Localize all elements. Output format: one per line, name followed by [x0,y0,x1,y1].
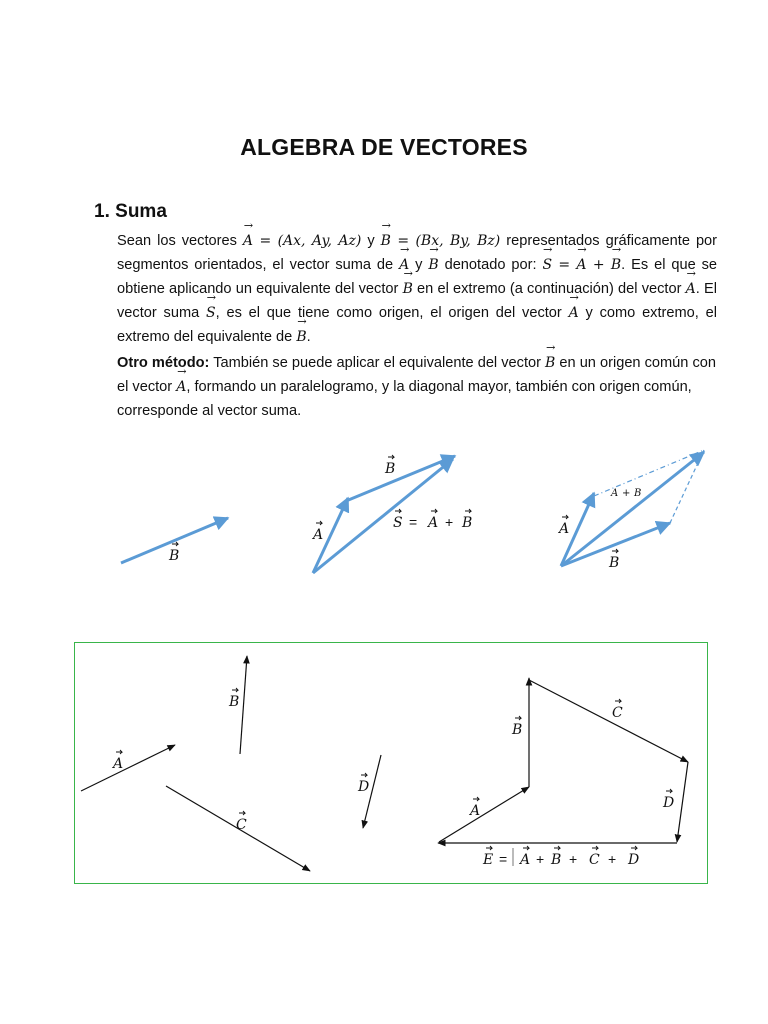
section-number: 1. [94,201,110,222]
svg-text:A: A [428,515,439,531]
svg-text:+: + [569,851,578,867]
svg-text:+: + [536,851,545,867]
label-a: A [470,803,481,819]
vector-a-arrow [81,745,175,791]
vector-B-symbol: → B [381,229,391,253]
label-a: A [113,756,124,772]
svg-text:=: = [499,851,508,867]
svg-text:D: D [628,852,640,868]
otro-metodo-label: Otro método: [117,355,210,371]
svg-text:+: + [445,514,454,530]
section-name: Suma [115,201,167,222]
vector-d-arrow [677,762,688,842]
svg-text:E: E [483,852,494,868]
svg-text:S: S [393,515,403,531]
vector-a-arrow [439,787,529,842]
sum-equation [482,846,639,868]
vector-b-label: B [609,555,620,571]
paragraph-otro-metodo: Otro método: También se puede aplicar el equivalente del vector → B en un origen común con el vector → A, formando un paralelogramo, y la diagonal mayor, también con origen común, corresponde al vector suma. [117,351,717,423]
label-c: C [612,705,623,721]
label-b: B [229,694,240,710]
label-c: C [236,817,247,833]
vector-a-label: A [313,527,324,543]
svg-text:+: + [608,851,617,867]
page-title: ALGEBRA DE VECTORES [240,134,528,160]
vector-b-label: B [169,548,180,564]
svg-text:+: + [622,488,631,499]
svg-text:A: A [611,488,619,499]
vector-A-symbol: → A [243,229,253,253]
label-b: B [512,722,523,738]
svg-text:=: = [409,514,418,530]
label-d: D [358,779,370,795]
separate-vectors [81,656,381,871]
vector-b-label: B [385,461,396,477]
vector-c-arrow [529,680,688,762]
paragraph-suma: Sean los vectores → A = (Ax, Ay, Az) y → B = (Bx, By, Bz) representados gráficamente por segmentos orientados, el vector suma de → A y → B denotado por: → S = → A + → B. Es el que se obtiene aplicando un equivalente del vector → B en el extremo (a continuación) del vector → A. El vector suma → S, es el que tiene como origen, el origen del vector → A y como extremo, el extremo del equivalente de → B. [117,229,717,349]
polygon-method [438,678,688,868]
vector-a-label: A [559,521,570,537]
vector-b-arrow [240,656,247,754]
svg-text:A: A [520,852,531,868]
label-d: D [663,795,675,811]
sum-formula: → S = → A + → B [542,257,621,273]
svg-text:B: B [551,852,562,868]
svg-text:B: B [634,488,642,499]
svg-text:B: B [462,515,473,531]
svg-text:C: C [589,852,600,868]
